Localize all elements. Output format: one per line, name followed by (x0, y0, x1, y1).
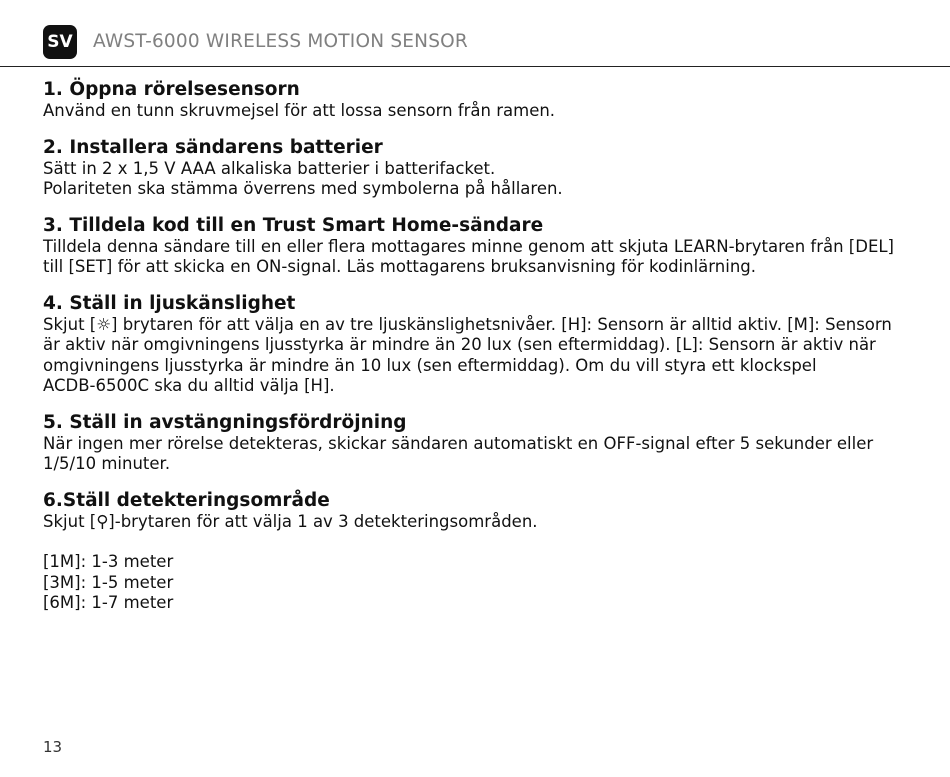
range-item: [1M]: 1-3 meter (43, 552, 174, 571)
document-title: AWST-6000 WIRELESS MOTION SENSOR (93, 31, 468, 52)
manual-content (43, 79, 913, 629)
section-heading: 1. Öppna rörelsesensorn (43, 79, 300, 100)
section-off-delay (43, 412, 913, 475)
section-text: omgivningens ljusstyrka är mindre än 10 lux (sen eftermiddag). Om du vill styra ett klockspel (43, 355, 817, 375)
section-text: Tilldela denna sändare till en eller flera mottagares minne genom att skjuta LEARN-brytaren från [DEL] (43, 236, 894, 256)
language-badge: SV (43, 25, 77, 59)
section-detection-range (43, 490, 913, 614)
section-text: Skjut [⚲]-brytaren för att välja 1 av 3 detekteringsområden. (43, 511, 538, 531)
section-heading: 4. Ställ in ljuskänslighet (43, 292, 296, 314)
section-heading: 5. Ställ in avstängningsfördröjning (43, 411, 407, 433)
section-light-sensitivity (43, 293, 913, 397)
range-item: [3M]: 1-5 meter (43, 572, 174, 592)
section-text: 1/5/10 minuter. (43, 454, 171, 473)
section-heading: 6.Ställ detekteringsområde (43, 489, 330, 511)
section-text: ACDB-6500C ska du alltid välja [H]. (43, 376, 335, 395)
section-assign-code (43, 215, 913, 278)
section-text: till [SET] för att skicka en ON-signal. Läs mottagarens bruksanvisning för kodinlärning. (43, 257, 756, 276)
section-text: är aktiv när omgivningens ljusstyrka är mindre än 20 lux (sen eftermiddag). [L]: Sensorn är aktiv när (43, 335, 876, 354)
page-number: 13 (43, 738, 63, 756)
section-install-batteries (43, 137, 913, 200)
section-open-sensor (43, 79, 913, 122)
section-text: Polariteten ska stämma överrens med symbolerna på hållaren. (43, 179, 563, 198)
section-heading: 2. Installera sändarens batterier (43, 136, 383, 158)
section-text: När ingen mer rörelse detekteras, skickar sändaren automatiskt en OFF-signal efter 5 sekunder eller (43, 433, 874, 453)
range-item: [6M]: 1-7 meter (43, 593, 174, 612)
section-text: Använd en tunn skruvmejsel för att lossa sensorn från ramen. (43, 101, 556, 120)
section-heading: 3. Tilldela kod till en Trust Smart Home-sändare (43, 214, 544, 236)
section-text: Sätt in 2 x 1,5 V AAA alkaliska batterier i batterifacket. (43, 158, 496, 178)
page-header (0, 0, 950, 67)
section-text: Skjut [☼] brytaren för att välja en av tre ljuskänslighetsnivåer. [H]: Sensorn är alltid aktiv. [M]: Sensorn (43, 314, 892, 334)
